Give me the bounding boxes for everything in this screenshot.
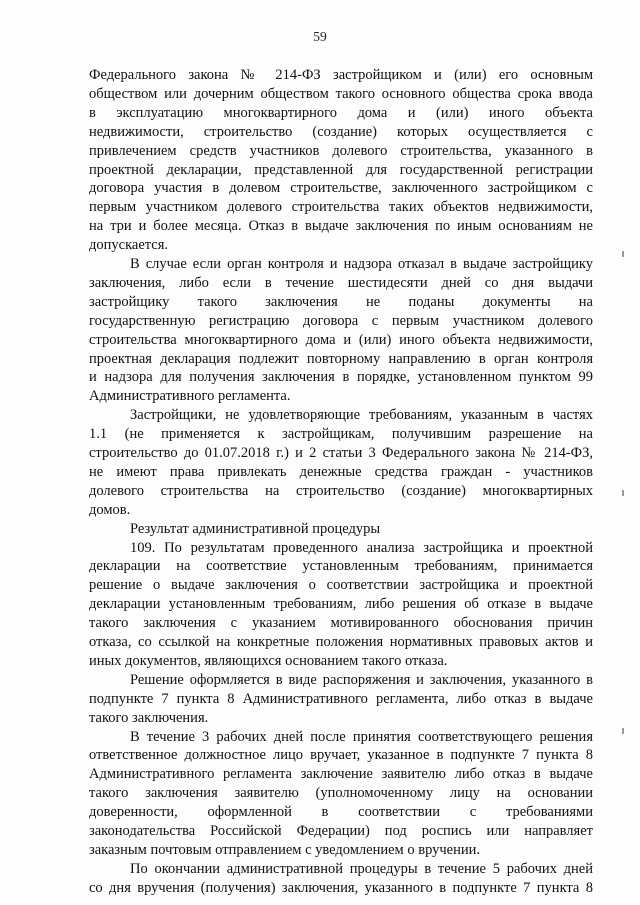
text-line: такого заключения с указанием мотивированного обоснования причин [89,615,593,632]
text-line: подпункте 7 пункта 8 Административного регламента, либо отказ в выдаче [89,690,593,707]
page-number: 59 [313,29,327,44]
text-line: недвижимости, строительство (создание) которых осуществляется с [89,123,593,140]
text-line: В течение 3 рабочих дней после принятия соответствующего решения [130,728,593,745]
text-line: допускается. [89,237,169,254]
text-line: декларации на соответствие установленным требованиям, принимается [89,558,593,575]
text-line: государственную регистрацию договора с первым участником долевого [89,312,593,329]
text-line: заключения, либо если в течение шестидесяти дней со дня выдачи [89,274,593,291]
text-line: Административного регламента заключение заявителю либо отказ в выдаче [89,766,593,783]
text-line: отказа, со ссылкой на конкретные положения нормативных правовых актов и [89,634,593,650]
text-line: Федерального закона № 214-ФЗ застройщиком и (или) его основным [89,67,593,83]
text-line: проектной декларации, представленной для государственной регистрации [89,161,593,178]
text-line: ответственное должностное лицо вручает, указанное в подпункте 7 пункта 8 [89,747,593,764]
text-line: застройщику такого заключения не поданы документы на [89,293,593,310]
text-line: иных документов, являющихся основанием такого отказа. [89,652,448,669]
text-line: строительства многоквартирного дома и (или) иного объекта недвижимости, [89,331,593,348]
text-line: на три и более месяца. Отказ в выдаче заключения по иным основаниям не [89,218,593,235]
text-line: В случае если орган контроля и надзора отказал в выдаче застройщику [130,256,593,272]
text-line: в эксплуатацию многоквартирного дома и (или) иного объекта [89,104,593,121]
text-line: заказным почтовым отправлением с уведомлением о вручении. [89,841,481,858]
text-line: такого заключения. [89,709,209,726]
text-line: декларации установленным требованиям, либо решения об отказе в выдаче [89,596,593,613]
text-line: такого заключения заявителю (уполномоченному лицу на основании [89,785,593,802]
scan-mark [622,728,624,734]
section-heading: Результат административной процедуры [130,520,381,537]
text-line: Решение оформляется в виде распоряжения и заключения, указанного в [130,671,593,688]
text-line: со дня вручения (получения) заключения, указанного в подпункте 7 пункта 8 [89,879,593,896]
scan-mark [622,251,624,257]
text-line: и надзора для получения заключения в порядке, установленном пунктом 99 [89,369,593,386]
text-line: законодательства Российской Федерации) под роспись или направляет [89,823,593,839]
text-line: обществом или дочерним обществом такого основного общества срока ввода [89,85,593,102]
text-line: Административного регламента. [89,388,291,405]
text-line: проектная декларация подлежит повторному направлению в орган контроля [89,350,593,367]
text-line: 109. По результатам проведенного анализа застройщика и проектной [130,539,593,556]
text-line: домов. [89,501,131,518]
text-line: долевого строительства на строительство (создание) многоквартирных [89,482,593,499]
text-line: не имеют права привлекать денежные средства граждан - участников [89,463,593,480]
text-line: доверенности, оформленной в соответствии с требованиями [89,804,593,821]
scan-mark [622,490,624,496]
text-line: привлечением средств участников долевого строительства, указанного в [89,142,593,159]
text-line: первым участником долевого строительства таких объектов недвижимости, [89,199,593,216]
text-line: По окончании административной процедуры в течение 5 рабочих дней [130,860,593,877]
text-line: договора участия в долевом строительстве, заключенного застройщиком с [89,180,593,197]
text-line: решение о выдаче заключения о соответствии застройщика и проектной [89,577,593,594]
text-line: 1.1 (не применяется к застройщикам, получившим разрешение на [89,426,593,443]
text-line: Застройщики, не удовлетворяющие требованиям, указанным в частях [130,407,593,424]
text-line: строительство до 01.07.2018 г.) и 2 статьи 3 Федерального закона № 214-ФЗ, [89,445,593,461]
